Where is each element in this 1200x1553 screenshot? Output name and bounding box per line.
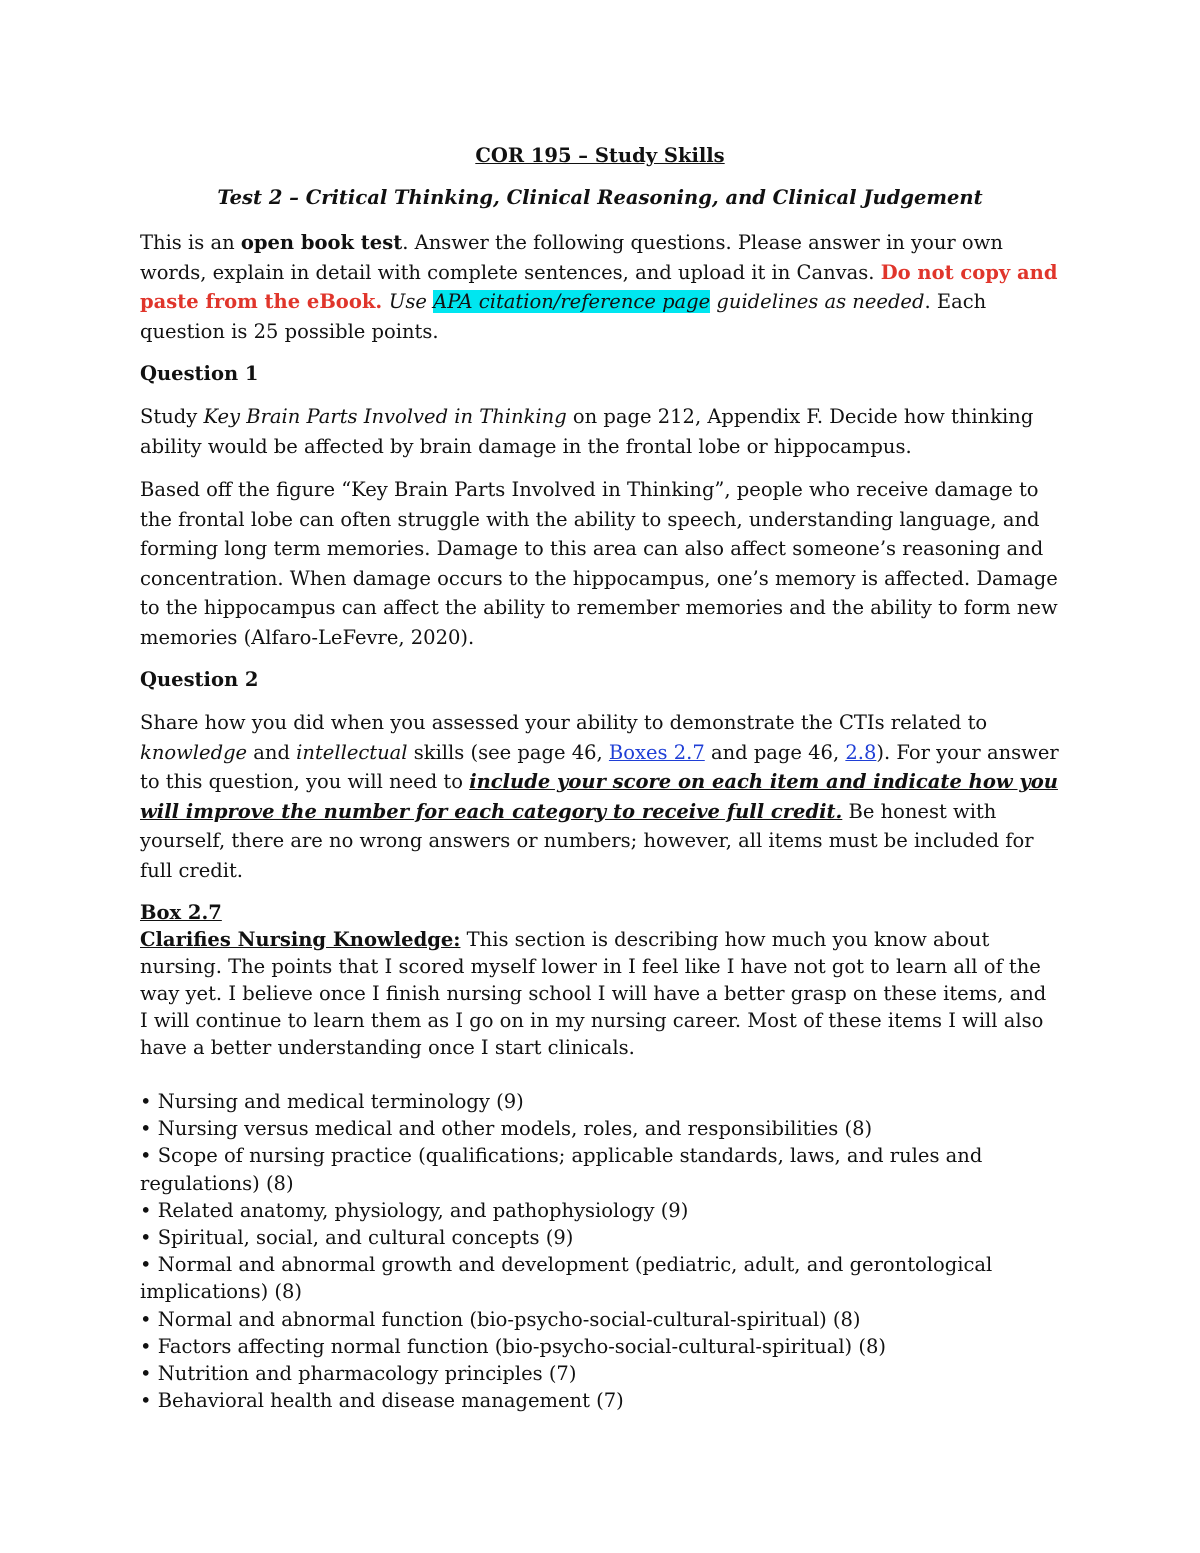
copy-warning: Do not copy and paste from the eBook bbox=[140, 260, 1058, 313]
credit-requirement: include your score on each item and indicate how you will improve the number for each category to receive full credit. bbox=[140, 770, 1058, 823]
spacer bbox=[140, 1061, 1060, 1088]
question-1-answer: Based off the figure “Key Brain Parts Involved in Thinking”, people who receive damage to the frontal lobe can often struggle with the ability to speech, understanding language, and forming long term memories. Damage to this area can also affect someone’s reasoning and concentration. When damage occurs to the hippocampus, one’s memory is affected. Damage to the hippocampus can affect the ability to remember memories and the ability to form new memories (Alfaro-LeFevre, 2020). bbox=[140, 478, 1058, 649]
boxes-2-7-link[interactable]: Boxes 2.7 bbox=[608, 740, 705, 764]
box-2-8-link[interactable]: 2.8 bbox=[845, 740, 877, 764]
prompt-text: Be honest with yourself, there are no wrong answers or numbers; however, all items must be included for full credit. bbox=[140, 799, 1034, 882]
apa-note: guidelines as needed bbox=[710, 290, 925, 313]
list-item: • Nursing versus medical and other models, roles, and responsibilities (8) bbox=[140, 1117, 873, 1141]
prompt-text: and page 46, bbox=[704, 740, 846, 764]
open-book-emphasis: open book test bbox=[240, 231, 403, 254]
prompt-text: Share how you did when you assessed your ability to demonstrate the CTIs related to bbox=[140, 711, 988, 734]
apa-note: Use bbox=[388, 290, 434, 313]
list-item: • Nursing and medical terminology (9) bbox=[140, 1090, 524, 1113]
prompt-text: and bbox=[247, 740, 297, 764]
question-2-prompt bbox=[140, 708, 1060, 885]
intro-text: . Answer the following questions. Please answer in your own words, explain in detail with complete sentences, and upload it in Canvas. bbox=[140, 231, 1003, 284]
document-body bbox=[140, 142, 1060, 1414]
list-item: • Behavioral health and disease management (7) bbox=[140, 1389, 624, 1413]
intro-text: . bbox=[375, 290, 389, 313]
list-item: • Related anatomy, physiology, and pathophysiology (9) bbox=[140, 1198, 689, 1222]
list-item: • Spiritual, social, and cultural concepts (9) bbox=[140, 1226, 574, 1250]
box-2-7-section bbox=[140, 899, 1060, 1414]
prompt-text: skills (see page 46, bbox=[407, 740, 609, 764]
intro-text: . Each question is 25 possible points. bbox=[140, 290, 987, 343]
prompt-text: ). For your answer to this question, you will need to bbox=[140, 740, 1059, 793]
question-1-heading: Question 1 bbox=[140, 362, 259, 385]
prompt-text: Study bbox=[140, 405, 204, 428]
box-subheading: Clarifies Nursing Knowledge: bbox=[140, 928, 461, 951]
list-item: • Normal and abnormal growth and development (pediatric, adult, and gerontological implications) (8) bbox=[140, 1253, 993, 1304]
list-item: • Nutrition and pharmacology principles (7) bbox=[140, 1362, 577, 1386]
score-list bbox=[140, 1088, 1060, 1414]
intro-text: This is an bbox=[140, 231, 241, 254]
document-subtitle: Test 2 – Critical Thinking, Clinical Reasoning, and Clinical Judgement bbox=[217, 186, 983, 209]
instructions-paragraph bbox=[140, 228, 1060, 346]
box-heading: Box 2.7 bbox=[140, 901, 222, 924]
prompt-emphasis: intellectual bbox=[296, 740, 408, 764]
document-title: COR 195 – Study Skills bbox=[475, 144, 725, 167]
list-item: • Scope of nursing practice (qualifications; applicable standards, laws, and rules and regulations) (8) bbox=[140, 1144, 983, 1195]
list-item: • Normal and abnormal function (bio-psycho-social-cultural-spiritual) (8) bbox=[140, 1307, 861, 1331]
box-description bbox=[140, 926, 1060, 1061]
question-2-heading: Question 2 bbox=[140, 668, 259, 691]
prompt-emphasis: knowledge bbox=[140, 740, 248, 764]
figure-title: Key Brain Parts Involved in Thinking bbox=[203, 405, 567, 428]
box-text: This section is describing how much you know about nursing. The points that I scored myself lower in I feel like I have not got to learn all of the way yet. I believe once I finish nursing school I will have a better grasp on these items, and I will continue to learn them as I go on in my nursing career. Most of these items I will also have a better understanding once I start clinicals. bbox=[140, 928, 1047, 1059]
list-item: • Factors affecting normal function (bio-psycho-social-cultural-spiritual) (8) bbox=[140, 1334, 886, 1358]
prompt-text: on page 212, Appendix F. Decide how thinking ability would be affected by brain damage in the frontal lobe or hippocampus. bbox=[140, 405, 1034, 458]
question-1-prompt bbox=[140, 402, 1060, 461]
apa-highlight: APA citation/reference page bbox=[433, 290, 711, 313]
